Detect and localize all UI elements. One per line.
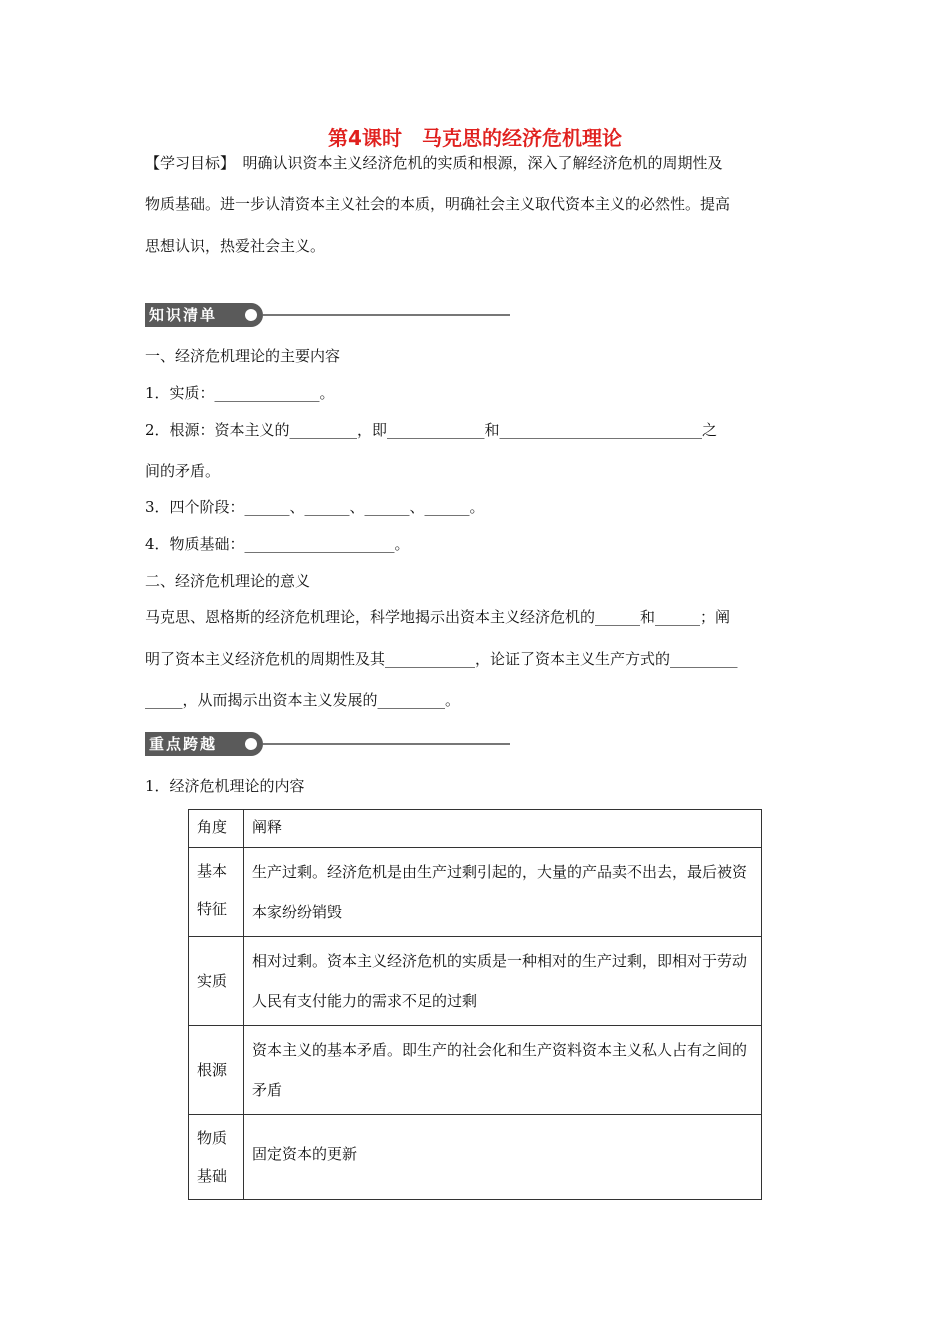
item-material-basis: 4．物质基础：____________________。 xyxy=(145,535,410,553)
row-text: 相对过剩。资本主义经济危机的实质是一种相对的生产过剩，即相对于劳动人民有支付能力的需求不足的过剩 xyxy=(244,937,762,1026)
header-angle: 角度 xyxy=(189,810,244,848)
heading-significance: 二、经济危机理论的意义 xyxy=(145,572,311,590)
banner-dot-icon xyxy=(245,738,257,750)
heading-crisis-content: 1．经济危机理论的内容 xyxy=(145,777,305,795)
row-angle: 根源 xyxy=(189,1026,244,1115)
banner-dot-icon xyxy=(245,309,257,321)
row-text: 资本主义的基本矛盾。即生产的社会化和生产资料资本主义私人占有之间的矛盾 xyxy=(244,1026,762,1115)
row-angle: 实质 xyxy=(189,937,244,1026)
objective-line-3: 思想认识，热爱社会主义。 xyxy=(145,237,326,255)
row-angle: 基本 特征 xyxy=(189,848,244,937)
row-text: 生产过剩。经济危机是由生产过剩引起的，大量的产品卖不出去，最后被资本家纷纷销毁 xyxy=(244,848,762,937)
row-angle: 物质 基础 xyxy=(189,1115,244,1200)
page-title: 第4课时 马克思的经济危机理论 xyxy=(328,126,622,150)
banner-rule xyxy=(263,314,510,316)
item-root-line-2: 间的矛盾。 xyxy=(145,462,221,480)
banner-label: 重点跨越 xyxy=(145,732,263,756)
significance-line-3: _____，从而揭示出资本主义发展的_________。 xyxy=(145,691,461,709)
table-header-row xyxy=(189,810,762,848)
table-row xyxy=(189,1115,762,1200)
table-row xyxy=(189,1026,762,1115)
banner-rule xyxy=(263,743,510,745)
item-root-line-1: 2．根源：资本主义的_________，即_____________和___________________________之 xyxy=(145,421,718,439)
item-essence: 1．实质：______________。 xyxy=(145,384,335,402)
crisis-theory-table xyxy=(188,809,762,1200)
row-text: 固定资本的更新 xyxy=(244,1115,762,1200)
significance-line-1: 马克思、恩格斯的经济危机理论，科学地揭示出资本主义经济危机的______和______；阐 xyxy=(145,608,731,626)
heading-main-content: 一、经济危机理论的主要内容 xyxy=(145,347,341,365)
objective-line-2: 物质基础。进一步认清资本主义社会的本质，明确社会主义取代资本主义的必然性。提高 xyxy=(145,195,731,213)
table-row xyxy=(189,937,762,1026)
header-explanation: 阐释 xyxy=(244,810,762,848)
item-stages: 3．四个阶段：______、______、______、______。 xyxy=(145,498,485,516)
table-row xyxy=(189,848,762,937)
significance-line-2: 明了资本主义经济危机的周期性及其____________，论证了资本主义生产方式的_________ xyxy=(145,650,738,668)
banner-label: 知识清单 xyxy=(145,303,263,327)
objective-line-1: 【学习目标】 明确认识资本主义经济危机的实质和根源，深入了解经济危机的周期性及 xyxy=(145,154,723,172)
